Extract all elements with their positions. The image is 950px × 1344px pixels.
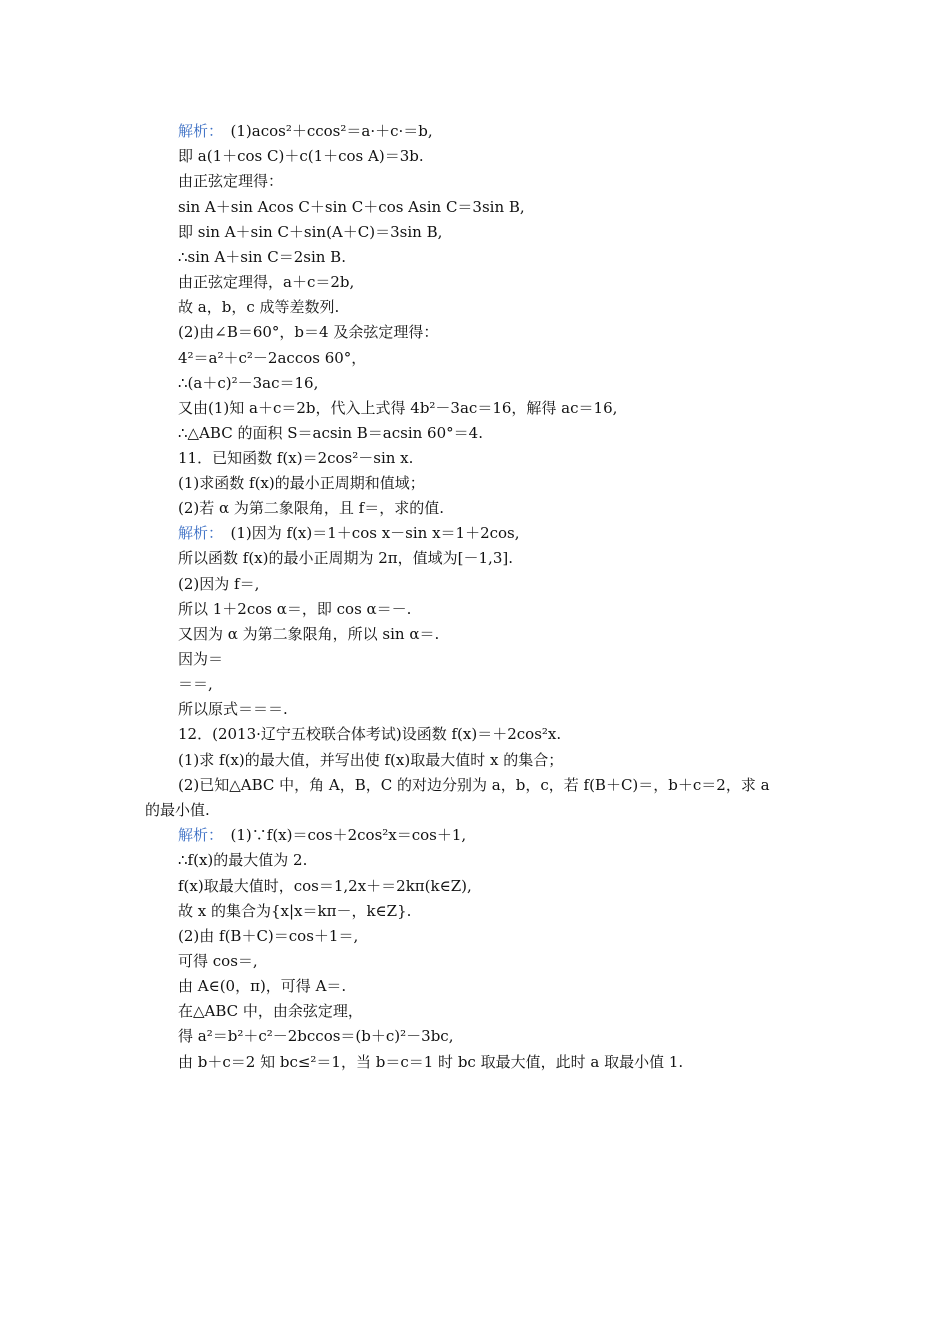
text-line: ∴△ABC 的面积 S＝acsin B＝acsin 60°＝4.	[178, 424, 483, 442]
text-line: sin A＋sin Acos C＋sin C＋cos Asin C＝3sin B,	[178, 198, 525, 216]
solution-label: 解析：	[178, 122, 216, 140]
text-line: 得 a²＝b²＋c²－2bccos＝(b＋c)²－3bc,	[178, 1027, 454, 1045]
text-line: 又因为 α 为第二象限角，所以 sin α＝.	[178, 625, 440, 643]
text-line: (2)若 α 为第二象限角，且 f＝，求的值.	[178, 499, 445, 517]
text-line: ∴(a＋c)²－3ac＝16,	[178, 374, 319, 392]
text-span: (1)∵f(x)＝cos＋2cos²x＝cos＋1,	[215, 826, 467, 844]
text-line: 的最小值.	[145, 801, 210, 819]
solution-12-line	[178, 825, 466, 845]
text-line: ∴sin A＋sin C＝2sin B.	[178, 248, 346, 266]
text-line: (2)因为 f＝,	[178, 575, 260, 593]
text-line: 4²＝a²＋c²－2accos 60°，	[178, 349, 367, 367]
solution-label: 解析：	[178, 826, 216, 844]
text-line: 所以原式＝＝＝.	[178, 700, 288, 718]
text-line: 由 b＋c＝2 知 bc≤²＝1，当 b＝c＝1 时 bc 取最大值，此时 a 取最小值 1.	[178, 1053, 684, 1071]
solution-label: 解析：	[178, 524, 216, 542]
text-line: 可得 cos＝,	[178, 952, 258, 970]
text-line: (2)由 f(B＋C)＝cos＋1＝,	[178, 927, 359, 945]
problem-11-title: 11．已知函数 f(x)＝2cos²－sin x.	[178, 449, 414, 467]
text-line: 所以 1＋2cos α＝，即 cos α＝－.	[178, 600, 412, 618]
text-line: 即 a(1＋cos C)＋c(1＋cos A)＝3b.	[178, 147, 424, 165]
problem-12-title: 12．(2013·辽宁五校联合体考试)设函数 f(x)＝＋2cos²x.	[178, 725, 562, 743]
text-line: ＝＝,	[178, 675, 213, 693]
text-line: ∴f(x)的最大值为 2.	[178, 851, 308, 869]
solution-11-line	[178, 523, 520, 543]
text-span: (1)acos²＋ccos²＝a·＋c·＝b,	[215, 122, 433, 140]
text-span: (1)因为 f(x)＝1＋cos x－sin x＝1＋2cos,	[215, 524, 520, 542]
text-line: (2)已知△ABC 中，角 A，B，C 的对边分别为 a，b，c，若 f(B＋C)＝，b＋c＝2，求 a	[178, 776, 770, 794]
text-line: 故 a，b，c 成等差数列.	[178, 298, 340, 316]
text-line: 又由(1)知 a＋c＝2b，代入上式得 4b²－3ac＝16，解得 ac＝16,	[178, 399, 618, 417]
solution-10-part1-line	[178, 121, 433, 141]
text-line: 由正弦定理得，a＋c＝2b,	[178, 273, 355, 291]
text-line: (1)求 f(x)的最大值，并写出使 f(x)取最大值时 x 的集合；	[178, 751, 564, 769]
text-line: 故 x 的集合为{x|x＝kπ－，k∈Z}.	[178, 902, 412, 920]
text-line: 所以函数 f(x)的最小正周期为 2π，值域为[－1,3].	[178, 549, 513, 567]
text-line: 因为＝	[178, 650, 224, 668]
text-line: (2)由∠B＝60°，b＝4 及余弦定理得：	[178, 323, 439, 341]
text-line: 即 sin A＋sin C＋sin(A＋C)＝3sin B,	[178, 223, 443, 241]
text-line: 在△ABC 中，由余弦定理，	[178, 1002, 363, 1020]
text-line: 由 A∈(0，π)，可得 A＝.	[178, 977, 347, 995]
text-line: f(x)取最大值时，cos＝1,2x＋＝2kπ(k∈Z),	[178, 877, 472, 895]
text-line: 由正弦定理得：	[178, 172, 284, 190]
text-line: (1)求函数 f(x)的最小正周期和值域；	[178, 474, 425, 492]
